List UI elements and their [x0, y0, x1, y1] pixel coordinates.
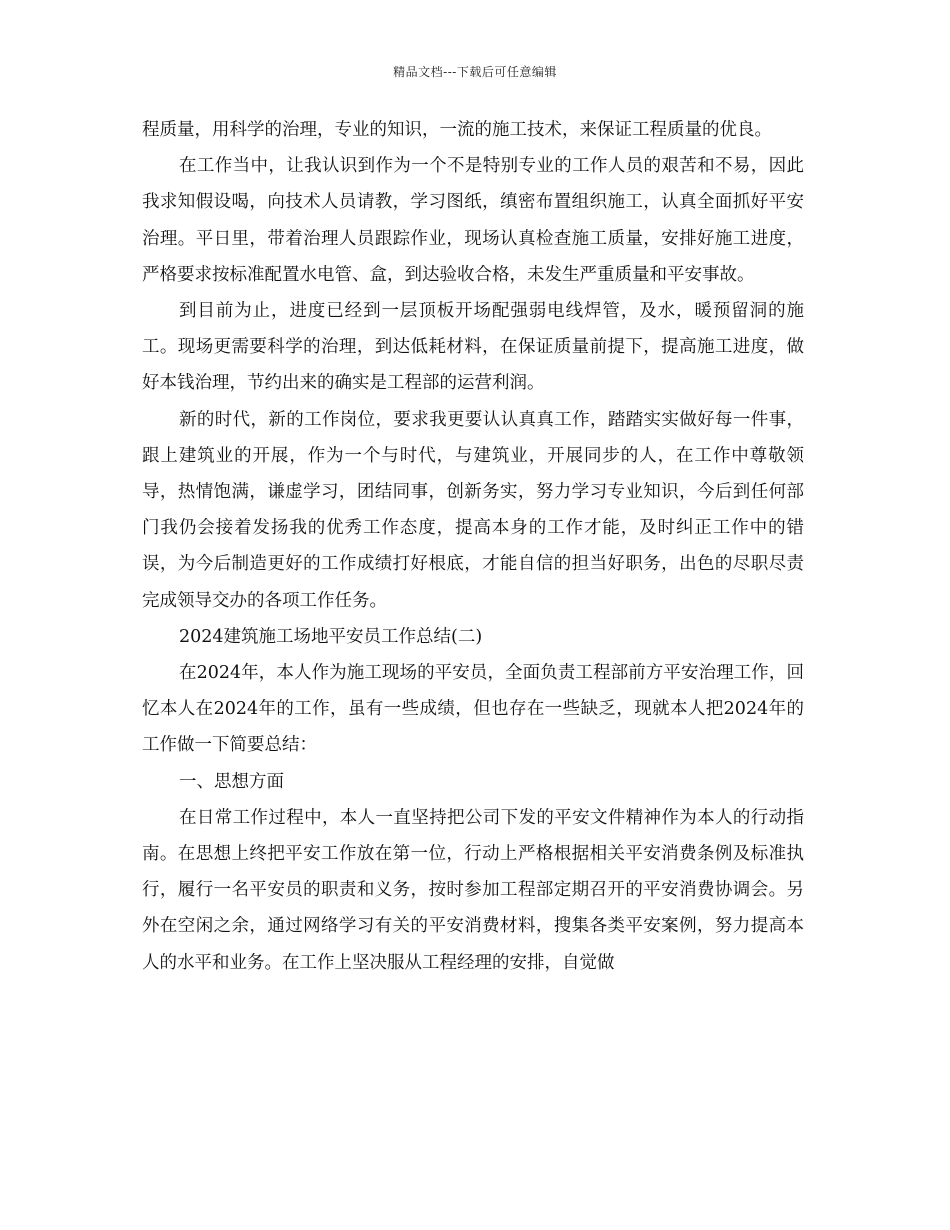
paragraph: 到目前为止，进度已经到一层顶板开场配强弱电线焊管，及水，暖预留洞的施工。现场更需要科学的治理，到达低耗材料，在保证质量前提下，提高施工进度，做好本钱治理，节约出来的确实是工程部的运营利润。 [142, 301, 804, 394]
paragraph: 在工作当中，让我认识到作为一个不是特别专业的工作人员的艰苦和不易，因此我求知假设喝，向技术人员请教，学习图纸，缜密布置组织施工，认真全面抓好平安治理。平日里，带着治理人员跟踪作业，现场认真检查施工质量，安排好施工进度，严格要求按标准配置水电管、盒，到达验收合格，未发生严重质量和平安事故。 [142, 156, 804, 285]
paragraph: 在日常工作过程中，本人一直坚持把公司下发的平安文件精神作为本人的行动指南。在思想上终把平安工作放在第一位，行动上严格根据相关平安消费条例及标准执行，履行一名平安员的职责和义务，按时参加工程部定期召开的平安消费协调会。另外在空闲之余，通过网络学习有关的平安消费材料，搜集各类平安案例，努力提高本人的水平和业务。在工作上坚决服从工程经理的安排，自觉做 [142, 807, 804, 973]
paragraph: 新的时代，新的工作岗位，要求我更要认认真真工作，踏踏实实做好每一件事，跟上建筑业的开展，作为一个与时代，与建筑业，开展同步的人，在工作中尊敬领导，热情饱满，谦虚学习，团结同事，创新务实，努力学习专业知识，今后到任何部门我仍会接着发扬我的优秀工作态度，提高本身的工作才能，及时纠正工作中的错误，为今后制造更好的工作成绩打好根底，才能自信的担当好职务，出色的尽职尽责完成领导交办的各项工作任务。 [142, 409, 804, 611]
section-title: 2024建筑施工场地平安员工作总结(二) [179, 626, 483, 647]
document-body [142, 112, 804, 981]
paragraph: 在2024年，本人作为施工现场的平安员，全面负责工程部前方平安治理工作，回忆本人在2024年的工作，虽有一些成绩，但也存在一些缺乏，现就本人把2024年的工作做一下简要总结： [142, 663, 804, 756]
paragraph-continuation: 程质量，用科学的治理，专业的知识，一流的施工技术，来保证工程质量的优良。 [142, 120, 772, 140]
section-heading: 一、思想方面 [179, 771, 284, 792]
page-header: 精品文档---下载后可任意编辑 [393, 65, 557, 79]
